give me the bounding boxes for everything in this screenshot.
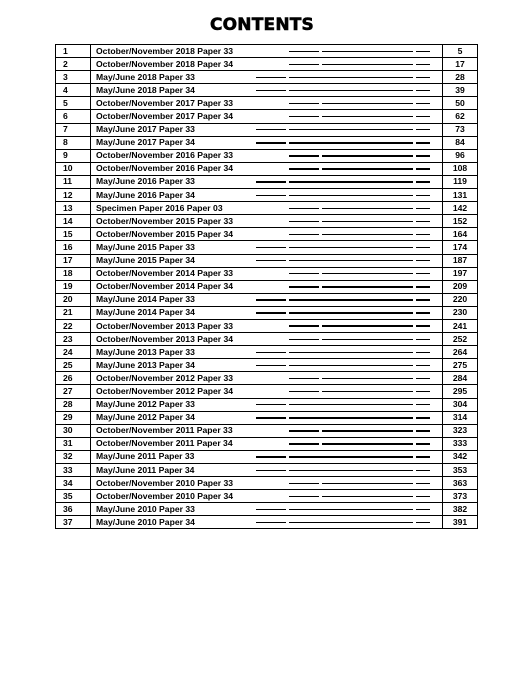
entry-title: Specimen Paper 2016 Paper 03 <box>96 203 229 213</box>
contents-row <box>56 319 478 332</box>
entry-page-number: 5 <box>443 45 478 58</box>
entry-number: 18 <box>56 267 91 280</box>
contents-row <box>56 385 478 398</box>
entry-page-number: 220 <box>443 293 478 306</box>
entry-title-cell <box>91 385 443 398</box>
entry-page-number: 209 <box>443 280 478 293</box>
entry-title: May/June 2013 Paper 34 <box>96 360 201 370</box>
entry-title-cell <box>91 398 443 411</box>
entry-title: May/June 2011 Paper 34 <box>96 465 200 475</box>
entry-title-cell <box>91 346 443 359</box>
entry-title-cell <box>91 175 443 188</box>
entry-number: 37 <box>56 516 91 529</box>
leader-line <box>256 352 430 353</box>
entry-number: 2 <box>56 58 91 71</box>
entry-title: May/June 2010 Paper 33 <box>96 504 201 514</box>
leader-line <box>289 325 430 326</box>
entry-title: October/November 2012 Paper 34 <box>96 386 239 396</box>
entry-number: 15 <box>56 228 91 241</box>
entry-page-number: 284 <box>443 372 478 385</box>
contents-row <box>56 424 478 437</box>
leader-line <box>289 339 430 340</box>
contents-row <box>56 293 478 306</box>
entry-title: October/November 2016 Paper 33 <box>96 150 239 160</box>
contents-row <box>56 398 478 411</box>
entry-title-cell <box>91 189 443 202</box>
leader-line <box>289 496 430 497</box>
contents-row <box>56 267 478 280</box>
entry-title-cell <box>91 477 443 490</box>
entry-title: May/June 2015 Paper 33 <box>96 242 201 252</box>
leader-line <box>256 299 430 300</box>
entry-title-cell <box>91 372 443 385</box>
entry-title: May/June 2016 Paper 34 <box>96 190 201 200</box>
entry-title: May/June 2018 Paper 34 <box>96 85 201 95</box>
entry-page-number: 17 <box>443 58 478 71</box>
entry-number: 16 <box>56 241 91 254</box>
entry-number: 7 <box>56 123 91 136</box>
leader-line <box>289 103 430 104</box>
entry-title: May/June 2018 Paper 33 <box>96 72 201 82</box>
leader-line <box>289 51 430 52</box>
entry-page-number: 230 <box>443 306 478 319</box>
entry-title-cell <box>91 411 443 424</box>
entry-title: May/June 2017 Paper 34 <box>96 137 201 147</box>
entry-number: 21 <box>56 306 91 319</box>
entry-number: 8 <box>56 136 91 149</box>
entry-title: October/November 2011 Paper 33 <box>96 425 239 435</box>
entry-page-number: 252 <box>443 333 478 346</box>
entry-title-cell <box>91 359 443 372</box>
contents-row <box>56 372 478 385</box>
leader-line <box>289 116 430 117</box>
contents-row <box>56 149 478 162</box>
entry-page-number: 264 <box>443 346 478 359</box>
contents-row <box>56 450 478 463</box>
leader-line <box>289 443 430 444</box>
entry-page-number: 241 <box>443 319 478 332</box>
entry-title-cell <box>91 149 443 162</box>
entry-title-cell <box>91 437 443 450</box>
entry-page-number: 304 <box>443 398 478 411</box>
entry-page-number: 174 <box>443 241 478 254</box>
entry-page-number: 323 <box>443 424 478 437</box>
page-title: CONTENTS <box>209 15 315 35</box>
entry-number: 11 <box>56 175 91 188</box>
entry-title-cell <box>91 84 443 97</box>
entry-number: 20 <box>56 293 91 306</box>
entry-title: October/November 2014 Paper 33 <box>96 268 239 278</box>
contents-row <box>56 333 478 346</box>
entry-title-cell <box>91 202 443 215</box>
entry-page-number: 314 <box>443 411 478 424</box>
leader-line <box>256 247 430 248</box>
contents-row <box>56 189 478 202</box>
leader-line <box>289 430 430 431</box>
contents-row <box>56 346 478 359</box>
leader-line <box>289 273 430 274</box>
entry-number: 33 <box>56 464 91 477</box>
entry-number: 12 <box>56 189 91 202</box>
entry-title-cell <box>91 136 443 149</box>
entry-title: May/June 2016 Paper 33 <box>96 176 201 186</box>
entry-title-cell <box>91 424 443 437</box>
contents-row <box>56 359 478 372</box>
entry-page-number: 39 <box>443 84 478 97</box>
entry-number: 14 <box>56 215 91 228</box>
leader-line <box>289 64 430 65</box>
leader-line <box>256 404 430 405</box>
entry-title-cell <box>91 97 443 110</box>
entry-title: October/November 2017 Paper 34 <box>96 111 239 121</box>
contents-row <box>56 45 478 58</box>
entry-title: October/November 2013 Paper 33 <box>96 321 239 331</box>
contents-row <box>56 215 478 228</box>
contents-row <box>56 477 478 490</box>
entry-number: 35 <box>56 490 91 503</box>
leader-line <box>256 522 430 523</box>
entry-title: October/November 2015 Paper 34 <box>96 229 239 239</box>
entry-title-cell <box>91 293 443 306</box>
entry-number: 9 <box>56 149 91 162</box>
entry-number: 27 <box>56 385 91 398</box>
leader-line <box>256 509 430 510</box>
entry-title-cell <box>91 228 443 241</box>
entry-page-number: 96 <box>443 149 478 162</box>
entry-number: 3 <box>56 71 91 84</box>
entry-number: 19 <box>56 280 91 293</box>
leader-line <box>256 90 430 91</box>
entry-number: 32 <box>56 450 91 463</box>
entry-title: October/November 2018 Paper 34 <box>96 59 239 69</box>
contents-row <box>56 97 478 110</box>
entry-title-cell <box>91 267 443 280</box>
leader-line <box>289 168 430 169</box>
contents-table <box>55 44 478 529</box>
contents-row <box>56 516 478 529</box>
leader-line <box>256 470 430 471</box>
entry-title: May/June 2010 Paper 34 <box>96 517 201 527</box>
leader-line <box>289 221 430 222</box>
leader-line <box>289 378 430 379</box>
leader-line <box>256 77 430 78</box>
entry-number: 25 <box>56 359 91 372</box>
entry-page-number: 131 <box>443 189 478 202</box>
entry-title-cell <box>91 254 443 267</box>
entry-page-number: 295 <box>443 385 478 398</box>
entry-number: 24 <box>56 346 91 359</box>
entry-title-cell <box>91 503 443 516</box>
entry-number: 6 <box>56 110 91 123</box>
entry-page-number: 62 <box>443 110 478 123</box>
entry-number: 23 <box>56 333 91 346</box>
entry-title-cell <box>91 490 443 503</box>
contents-table-body <box>56 45 478 529</box>
entry-title-cell <box>91 241 443 254</box>
entry-title: May/June 2014 Paper 34 <box>96 307 201 317</box>
entry-title-cell <box>91 123 443 136</box>
entry-title: October/November 2017 Paper 33 <box>96 98 239 108</box>
entry-title: October/November 2010 Paper 34 <box>96 491 239 501</box>
entry-page-number: 275 <box>443 359 478 372</box>
entry-number: 26 <box>56 372 91 385</box>
entry-title: October/November 2014 Paper 34 <box>96 281 239 291</box>
contents-row <box>56 58 478 71</box>
entry-number: 28 <box>56 398 91 411</box>
entry-title-cell <box>91 71 443 84</box>
contents-row <box>56 162 478 175</box>
contents-row <box>56 503 478 516</box>
entry-title: October/November 2018 Paper 33 <box>96 46 239 56</box>
entry-page-number: 363 <box>443 477 478 490</box>
entry-number: 30 <box>56 424 91 437</box>
entry-title: October/November 2015 Paper 33 <box>96 216 239 226</box>
entry-number: 29 <box>56 411 91 424</box>
entry-number: 34 <box>56 477 91 490</box>
entry-number: 10 <box>56 162 91 175</box>
contents-row <box>56 175 478 188</box>
entry-title-cell <box>91 162 443 175</box>
leader-line <box>256 260 430 261</box>
entry-title: May/June 2012 Paper 34 <box>96 412 201 422</box>
entry-number: 31 <box>56 437 91 450</box>
entry-page-number: 142 <box>443 202 478 215</box>
entry-title: May/June 2013 Paper 33 <box>96 347 201 357</box>
contents-row <box>56 280 478 293</box>
entry-title-cell <box>91 215 443 228</box>
contents-row <box>56 411 478 424</box>
leader-line <box>289 483 430 484</box>
entry-number: 13 <box>56 202 91 215</box>
entry-title: October/November 2013 Paper 34 <box>96 334 239 344</box>
leader-line <box>289 234 430 235</box>
contents-row <box>56 490 478 503</box>
entry-page-number: 164 <box>443 228 478 241</box>
entry-title-cell <box>91 280 443 293</box>
contents-row <box>56 228 478 241</box>
entry-title-cell <box>91 516 443 529</box>
contents-row <box>56 241 478 254</box>
entry-number: 36 <box>56 503 91 516</box>
entry-title: October/November 2011 Paper 34 <box>96 438 239 448</box>
entry-title-cell <box>91 450 443 463</box>
entry-page-number: 187 <box>443 254 478 267</box>
entry-title-cell <box>91 110 443 123</box>
entry-title: May/June 2014 Paper 33 <box>96 294 201 304</box>
entry-title: May/June 2015 Paper 34 <box>96 255 201 265</box>
leader-line <box>289 208 430 209</box>
contents-row <box>56 437 478 450</box>
entry-title-cell <box>91 319 443 332</box>
entry-title: May/June 2011 Paper 33 <box>96 451 200 461</box>
leader-line <box>256 312 430 313</box>
entry-page-number: 197 <box>443 267 478 280</box>
entry-page-number: 391 <box>443 516 478 529</box>
leader-line <box>256 142 430 143</box>
entry-page-number: 342 <box>443 450 478 463</box>
entry-title-cell <box>91 58 443 71</box>
entry-title-cell <box>91 333 443 346</box>
leader-line <box>256 129 430 130</box>
entry-title: October/November 2016 Paper 34 <box>96 163 239 173</box>
contents-row <box>56 136 478 149</box>
entry-number: 4 <box>56 84 91 97</box>
contents-row <box>56 110 478 123</box>
contents-row <box>56 71 478 84</box>
entry-page-number: 333 <box>443 437 478 450</box>
entry-title: May/June 2012 Paper 33 <box>96 399 201 409</box>
entry-title: October/November 2010 Paper 33 <box>96 478 239 488</box>
entry-title-cell <box>91 464 443 477</box>
entry-page-number: 73 <box>443 123 478 136</box>
entry-number: 17 <box>56 254 91 267</box>
entry-number: 22 <box>56 319 91 332</box>
contents-row <box>56 202 478 215</box>
entry-page-number: 119 <box>443 175 478 188</box>
entry-title-cell <box>91 45 443 58</box>
leader-line <box>256 456 430 457</box>
leader-line <box>256 417 430 418</box>
contents-row <box>56 306 478 319</box>
entry-page-number: 108 <box>443 162 478 175</box>
leader-line <box>256 181 430 182</box>
entry-page-number: 84 <box>443 136 478 149</box>
entry-number: 1 <box>56 45 91 58</box>
contents-row <box>56 84 478 97</box>
entry-page-number: 353 <box>443 464 478 477</box>
entry-page-number: 28 <box>443 71 478 84</box>
leader-line <box>289 286 430 287</box>
entry-page-number: 50 <box>443 97 478 110</box>
contents-row <box>56 123 478 136</box>
entry-title: May/June 2017 Paper 33 <box>96 124 201 134</box>
leader-line <box>289 391 430 392</box>
entry-title-cell <box>91 306 443 319</box>
entry-page-number: 152 <box>443 215 478 228</box>
entry-number: 5 <box>56 97 91 110</box>
entry-page-number: 382 <box>443 503 478 516</box>
leader-line <box>289 155 430 156</box>
leader-line <box>256 195 430 196</box>
contents-row <box>56 254 478 267</box>
entry-title: October/November 2012 Paper 33 <box>96 373 239 383</box>
entry-page-number: 373 <box>443 490 478 503</box>
leader-line <box>256 365 430 366</box>
contents-row <box>56 464 478 477</box>
